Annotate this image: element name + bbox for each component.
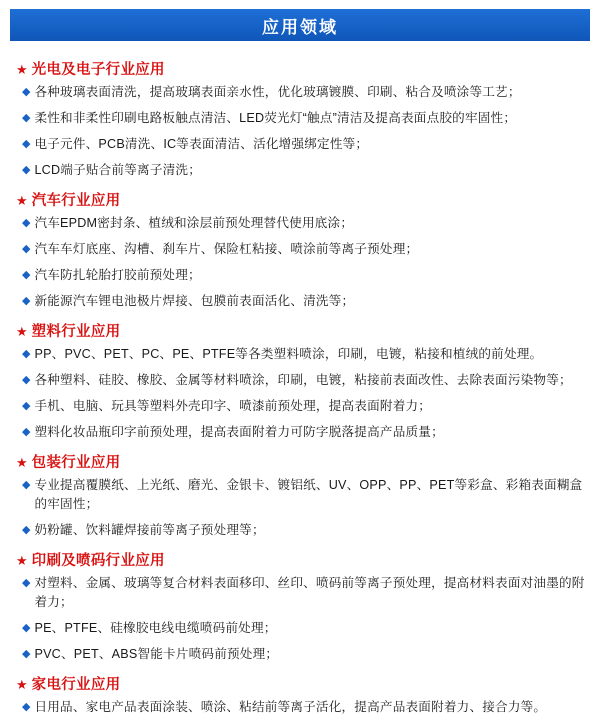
list-item xyxy=(22,240,586,259)
star-icon: ★ xyxy=(16,193,28,208)
page-header xyxy=(10,9,590,41)
section-title: 光电及电子行业应用 xyxy=(31,62,165,78)
list-item xyxy=(22,266,586,285)
list-item-text: 专业提高覆膜纸、上光纸、磨光、金银卡、镀铝纸、UV、OPP、PP、PET等彩盒、彩箱表面糊盒的牢固性； xyxy=(34,478,583,511)
section-home-appliance xyxy=(16,673,586,717)
list-item-text: 电子元件、PCB清洗、IC等表面清洁、活化增强绑定性等； xyxy=(34,137,369,151)
diamond-bullet-icon: ◆ xyxy=(22,164,31,176)
section-plastics xyxy=(16,320,586,442)
diamond-bullet-icon: ◆ xyxy=(22,295,31,307)
diamond-bullet-icon: ◆ xyxy=(22,138,31,150)
list-item-text: 柔性和非柔性印刷电路板触点清洁、LED荧光灯“触点”清洁及提高表面点胶的牢固性； xyxy=(34,111,517,125)
section-header xyxy=(16,189,586,210)
section-header xyxy=(16,673,586,694)
list-item xyxy=(22,83,586,102)
diamond-bullet-icon: ◆ xyxy=(22,622,31,634)
list-item-text: 日用品、家电产品表面涂装、喷涂、粘结前等离子活化，提高产品表面附着力、接合力等。 xyxy=(34,700,547,714)
list-item-text: 对塑料、金属、玻璃等复合材料表面移印、丝印、喷码前等离子预处理，提高材料表面对油墨的附着力； xyxy=(34,576,585,609)
diamond-bullet-icon: ◆ xyxy=(22,426,31,438)
section-packaging xyxy=(16,451,586,540)
list-item xyxy=(22,292,586,311)
section-title: 汽车行业应用 xyxy=(31,193,121,209)
star-icon: ★ xyxy=(16,553,28,568)
star-icon: ★ xyxy=(16,324,28,339)
diamond-bullet-icon: ◆ xyxy=(22,269,31,281)
section-header xyxy=(16,451,586,472)
star-icon: ★ xyxy=(16,62,28,77)
list-item-text: 汽车EPDM密封条、植绒和涂层前预处理替代使用底涂； xyxy=(34,216,354,230)
section-title: 包装行业应用 xyxy=(31,455,121,471)
list-item xyxy=(22,619,586,638)
list-item xyxy=(22,109,586,128)
diamond-bullet-icon: ◆ xyxy=(22,348,31,360)
star-icon: ★ xyxy=(16,677,28,692)
list-item xyxy=(22,574,586,612)
list-item xyxy=(22,423,586,442)
section-printing-coding xyxy=(16,549,586,664)
list-item-text: 新能源汽车锂电池极片焊接、包膜前表面活化、清洗等； xyxy=(34,294,355,308)
list-item-text: 手机、电脑、玩具等塑料外壳印字、喷漆前预处理，提高表面附着力； xyxy=(34,399,432,413)
list-item-text: 塑料化妆品瓶印字前预处理，提高表面附着力可防字脱落提高产品质量； xyxy=(34,425,444,439)
list-item xyxy=(22,521,586,540)
section-header xyxy=(16,320,586,341)
diamond-bullet-icon: ◆ xyxy=(22,86,31,98)
diamond-bullet-icon: ◆ xyxy=(22,577,31,589)
diamond-bullet-icon: ◆ xyxy=(22,217,31,229)
list-item-text: PP、PVC、PET、PC、PE、PTFE等各类塑料喷涂，印刷，电镀，粘接和植绒的前处理。 xyxy=(34,347,543,361)
diamond-bullet-icon: ◆ xyxy=(22,648,31,660)
list-item-text: PE、PTFE、硅橡胶电线电缆喷码前处理； xyxy=(34,621,277,635)
list-item-text: 汽车车灯底座、沟槽、刹车片、保险杠粘接、喷涂前等离子预处理； xyxy=(34,242,419,256)
list-item xyxy=(22,397,586,416)
list-item xyxy=(22,371,586,390)
list-item xyxy=(22,161,586,180)
sections-container xyxy=(0,41,600,717)
diamond-bullet-icon: ◆ xyxy=(22,479,31,491)
list-item xyxy=(22,645,586,664)
diamond-bullet-icon: ◆ xyxy=(22,112,31,124)
list-item-text: 各种玻璃表面清洗，提高玻璃表面亲水性，优化玻璃镀膜、印刷、粘合及喷涂等工艺； xyxy=(34,85,521,99)
page-title: 应用领域 xyxy=(262,17,338,37)
application-fields-document xyxy=(0,9,600,714)
list-item xyxy=(22,214,586,233)
section-title: 印刷及喷码行业应用 xyxy=(31,553,165,569)
list-item xyxy=(22,345,586,364)
section-header xyxy=(16,58,586,79)
section-title: 塑料行业应用 xyxy=(31,324,121,340)
list-item-text: PVC、PET、ABS智能卡片喷码前预处理； xyxy=(34,647,279,661)
section-title: 家电行业应用 xyxy=(31,677,121,693)
list-item xyxy=(22,135,586,154)
section-header xyxy=(16,549,586,570)
star-icon: ★ xyxy=(16,455,28,470)
diamond-bullet-icon: ◆ xyxy=(22,374,31,386)
diamond-bullet-icon: ◆ xyxy=(22,701,31,713)
list-item-text: 奶粉罐、饮料罐焊接前等离子预处理等； xyxy=(34,523,265,537)
list-item-text: 各种塑料、硅胶、橡胶、金属等材料喷涂，印刷，电镀，粘接前表面改性、去除表面污染物等； xyxy=(34,373,572,387)
list-item-text: LCD端子贴合前等离子清洗； xyxy=(34,163,201,177)
diamond-bullet-icon: ◆ xyxy=(22,524,31,536)
list-item-text: 汽车防扎轮胎打胶前预处理； xyxy=(34,268,201,282)
list-item xyxy=(22,698,586,717)
diamond-bullet-icon: ◆ xyxy=(22,243,31,255)
list-item xyxy=(22,476,586,514)
section-optoelectronics xyxy=(16,58,586,180)
section-automotive xyxy=(16,189,586,311)
diamond-bullet-icon: ◆ xyxy=(22,400,31,412)
